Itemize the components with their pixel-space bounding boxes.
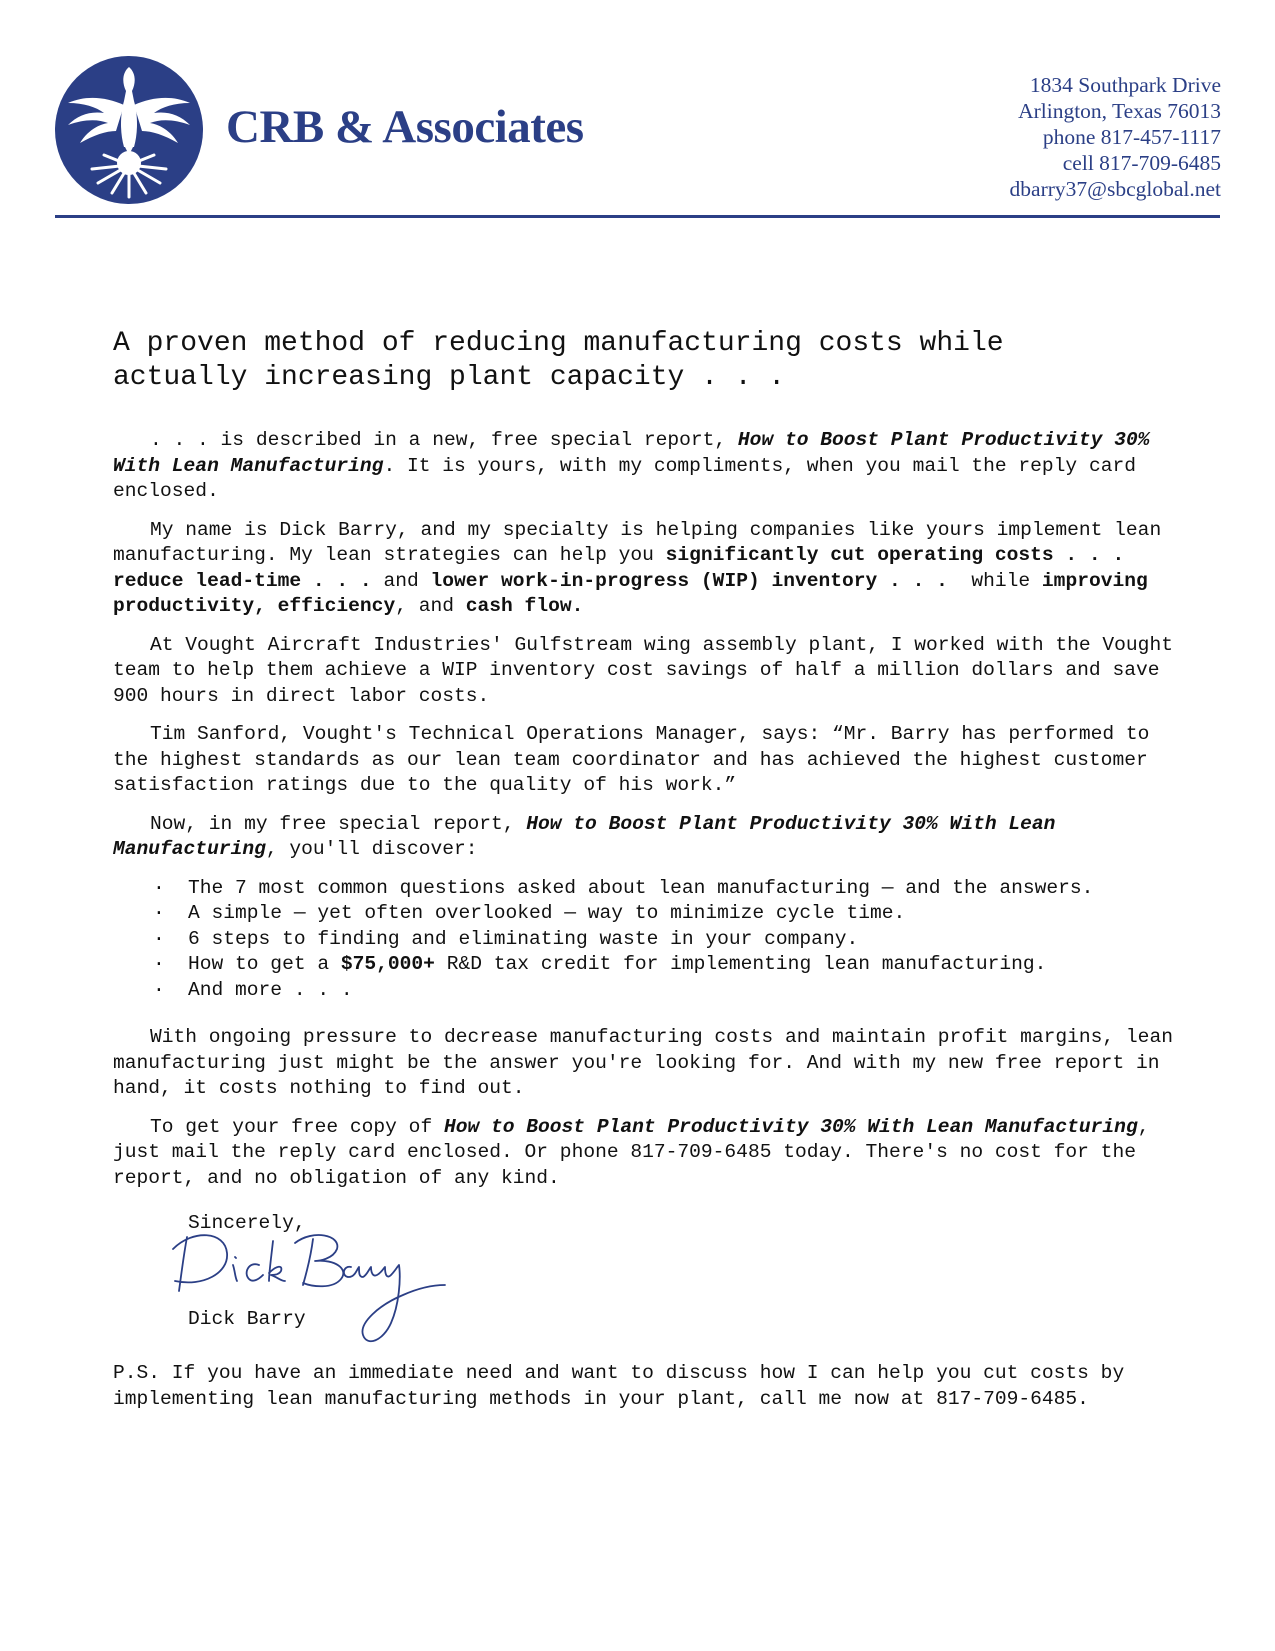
paragraph-specialty <box>113 518 1183 620</box>
letterhead <box>0 0 1275 230</box>
paragraph-pressure: With ongoing pressure to decrease manufacturing costs and maintain profit margins, lean manufacturing just might be the answer you're looking for. And with my new free report in hand, it costs nothing to find out. <box>113 1026 1173 1099</box>
paragraph-testimonial: Tim Sanford, Vought's Technical Operations Manager, says: “Mr. Barry has performed to the highest standards as our lean team coordinator and has achieved the highest customer satisfaction ratings due to the quality of his work.” <box>113 723 1150 796</box>
bullet-icon: · <box>153 978 165 1001</box>
list-item-text: The 7 most common questions asked about lean manufacturing — and the answers. <box>188 876 1094 899</box>
paragraph-call-to-action <box>113 1115 1183 1192</box>
bold-text: improving productivity, efficiency <box>113 569 1148 617</box>
headline <box>113 327 1193 395</box>
signer-name: Dick Barry <box>188 1308 306 1330</box>
paragraph-vought: At Vought Aircraft Industries' Gulfstream wing assembly plant, I worked with the Vought team to help them achieve a WIP inventory cost savings of half a million dollars and save 900 hours in direct labor costs. <box>113 633 1173 707</box>
bold-text: lower work-in-progress (WIP) inventory . . . <box>430 569 948 592</box>
text-span: . It is yours, with my compliments, when you mail the reply card enclosed. <box>113 454 1136 502</box>
list-item-text: And more . . . <box>188 978 353 1001</box>
address-line2: Arlington, Texas 76013 <box>1018 99 1221 123</box>
text-span: and <box>371 569 431 592</box>
closing: Sincerely, <box>188 1212 306 1234</box>
address-line1: 1834 Southpark Drive <box>1029 73 1221 97</box>
bold-text: cash flow. <box>465 595 584 617</box>
text-span: , just mail the reply card enclosed. Or phone 817-709-6485 today. There's no cost for the report, and no obligation of any kind. <box>113 1115 1150 1189</box>
company-name: CRB & Associates <box>226 101 584 153</box>
text-span: To get your free copy of <box>150 1115 444 1138</box>
bullet-icon: · <box>153 953 165 975</box>
text-span: Now, in my free special report, <box>150 812 527 835</box>
text-span: while <box>947 569 1042 592</box>
list-item-text: A simple — yet often overlooked — way to minimize cycle time. <box>188 902 906 924</box>
bullet-icon: · <box>153 876 165 899</box>
bullet-icon: · <box>153 927 165 950</box>
report-title: How to Boost Plant Productivity 30% With Lean Manufacturing <box>113 812 1056 860</box>
text-span: My name is Dick Barry, and my specialty is helping companies like yours implement lean manufacturing. My lean strategies can help you <box>113 518 1162 566</box>
letter-body <box>113 428 1183 1432</box>
paragraph-intro <box>113 428 1183 505</box>
bold-text: $75,000+ <box>340 953 435 975</box>
headline-line1: A proven method of reducing manufacturing costs while <box>113 328 1004 359</box>
list-item <box>113 978 1183 1004</box>
list-item <box>113 952 1183 978</box>
report-title: How to Boost Plant Productivity 30% With Lean Manufacturing <box>443 1115 1138 1138</box>
handwritten-signature <box>163 1219 463 1359</box>
list-item-text: How to get a <box>188 953 341 975</box>
email-address: dbarry37@sbcglobal.net <box>1009 177 1221 201</box>
header-divider <box>55 215 1220 218</box>
cell-number: cell 817-709-6485 <box>1062 151 1221 175</box>
bullet-icon: · <box>153 902 165 924</box>
postscript: P.S. If you have an immediate need and want to discuss how I can help you cut costs by implementing lean manufacturing methods in your plant, call me now at 817-709-6485. <box>113 1362 1125 1410</box>
benefits-list <box>113 876 1183 1004</box>
report-title: How to Boost Plant Productivity 30% With Lean Manufacturing <box>113 429 1150 477</box>
bold-text: significantly cut operating costs . . . reduce lead-time . . . <box>113 544 1125 592</box>
paragraph-discover <box>113 812 1183 863</box>
contact-block <box>1010 72 1221 202</box>
list-item-text: R&D tax credit for implementing lean manufacturing. <box>434 953 1047 975</box>
list-item <box>113 876 1183 902</box>
text-span: , you'll discover: <box>265 838 478 860</box>
headline-line2: actually increasing plant capacity . . . <box>113 362 786 393</box>
list-item <box>113 927 1183 953</box>
list-item-text: 6 steps to finding and eliminating waste in your company. <box>188 927 859 950</box>
text-span: , and <box>395 595 466 617</box>
phone-number: phone 817-457-1117 <box>1042 125 1221 149</box>
list-item <box>113 901 1183 927</box>
signature-block <box>113 1211 1183 1361</box>
text-span: . . . is described in a new, free special report, <box>150 429 738 451</box>
phoenix-logo-icon <box>54 55 204 205</box>
